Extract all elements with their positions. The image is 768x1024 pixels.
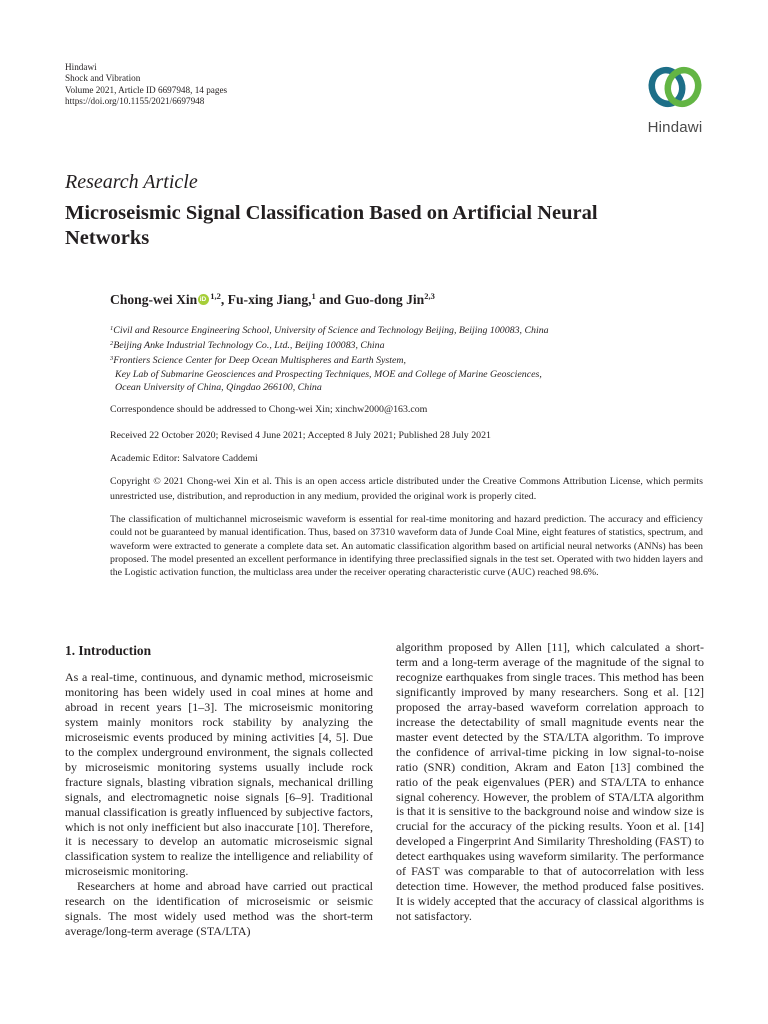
affil-sup: 3 (110, 355, 114, 363)
affil-text: Ocean University of China, Qingdao 266100, China (115, 381, 322, 393)
affil-sup: 1 (110, 325, 114, 332)
body-paragraph: algorithm proposed by Allen [11], which calculated a short-term and a long-term average of the magnitude of the signal to recognize earthquakes from single traces. This method has been significantly improved by many researchers. Song et al. [12] proposed the array-based waveform correlation approach to increase the detectability of small magnitude events near the master event detected by the STA/LTA algorithm. To improve the confidence of arrival-time picking in low signal-to-noise ratio (SNR) condition, Akram and Eaton [13] combined the ratio of the peak eigenvalues (PER) and STA/LTA to enhance signal coherency. However, the problem of STA/LTA algorithm is that it is sensitive to the background noise and window size is crucial for the accuracy of the picking results. Yoon et al. [14] developed a Fingerprint And Similarity Thresholding (FAST) to detect earthquakes using waveform similarity. The performance of FAST was comparable to that of autocorrelation with less detection time. However, the method produced false positives. It is widely accepted that the accuracy of classical algorithms is not satisfactory. (396, 640, 704, 924)
hindawi-logo-icon (643, 62, 707, 112)
affil-text: Beijing Anke Industrial Technology Co., Ltd., Beijing 100083, China (113, 340, 385, 352)
author-name[interactable]: Chong-wei Xin (110, 292, 198, 307)
affiliation (110, 352, 549, 367)
affiliation (110, 322, 549, 337)
body-column-left (65, 670, 373, 939)
author-affil-sup: 1 (311, 291, 316, 301)
volume-line: Volume 2021, Article ID 6697948, 14 pages (65, 84, 228, 95)
affil-sup: 2 (110, 340, 114, 348)
affil-text: Civil and Resource Engineering School, University of Science and Technology Beijing, Beijing 100083, China (113, 325, 549, 336)
author-separator: , (220, 292, 228, 307)
publisher-name: Hindawi (65, 62, 97, 72)
hindawi-logo (630, 62, 720, 137)
body-paragraph: Researchers at home and abroad have carried out practical research on the identification of microseismic or seismic signals. The most widely used method was the short-term average/long-term average (STA/LTA) (65, 879, 373, 939)
affiliation (110, 337, 549, 352)
academic-editor: Academic Editor: Salvatore Caddemi (110, 453, 258, 464)
article-type: Research Article (65, 171, 198, 193)
correspondence: Correspondence should be addressed to Chong-wei Xin; xinchw2000@163.com (110, 404, 428, 415)
logo-wordmark: Hindawi (647, 119, 703, 136)
affil-text: Frontiers Science Center for Deep Ocean Multispheres and Earth System, (113, 355, 406, 367)
body-paragraph: As a real-time, continuous, and dynamic method, microseismic monitoring has been widely used in coal mines at home and abroad in recent years [1–3]. The microseismic monitoring system mainly monitors rock stability by analyzing the microseismic events produced by mining activities [4, 5]. Due to the complex underground environment, the signals collected by microseismic monitoring systems usually include rock fracture signals, blasting vibration signals, mechanical drilling signals, and electromagnetic noise signals [6–9]. Traditional manual classification is greatly influenced by subjective factors, which is not only inefficient but also inaccurate [10]. Therefore, it is necessary to develop an automatic microseismic signal classification system to realize the intelligence and reliability of microseismic monitoring. (65, 670, 373, 879)
affil-text: Key Lab of Submarine Geosciences and Prospecting Techniques, MOE and College of Marine Geosciences, (115, 368, 542, 380)
copyright-notice: Copyright © 2021 Chong-wei Xin et al. This is an open access article distributed under the Creative Commons Attribution License, which permits unrestricted use, distribution, and reproduction in any medium, provided the original work is properly cited. (110, 476, 703, 503)
author-name[interactable]: Fu-xing Jiang, (227, 292, 312, 307)
section-heading: 1. Introduction (65, 643, 152, 658)
author-list (110, 291, 435, 308)
author-affil-sup: 1,2 (210, 291, 221, 301)
journal-name: Shock and Vibration (65, 73, 141, 84)
affiliation-continued (110, 368, 549, 381)
affiliations (110, 322, 549, 394)
affiliation-continued (110, 381, 549, 394)
abstract: The classification of multichannel microseismic waveform is essential for real-time monitoring and hazard prediction. The accuracy and efficiency could not be guaranteed by manual identification. Thus, based on 37310 waveform data of Junde Coal Mine, eight features of statistics, spectrum, and waveform were extracted to generate a complete data set. An automatic classification algorithm based on artificial neural networks (ANNs) has been proposed. The model presented an excellent performance in identifying three preclassified signals in the test set. Operated with two hidden layers and the Logistic activation function, the multiclass area under the receiver operating characteristic curve (AUC) reached 98.6%. (110, 514, 703, 579)
journal-meta (65, 62, 227, 108)
doi-link[interactable]: https://doi.org/10.1155/2021/6697948 (65, 96, 205, 107)
author-name[interactable]: Guo-dong Jin (344, 292, 425, 307)
body-column-right (396, 640, 704, 924)
article-title: Microseismic Signal Classification Based on Artificial Neural Networks (65, 202, 598, 249)
publication-dates: Received 22 October 2020; Revised 4 June 2021; Accepted 8 July 2021; Published 28 July 2021 (110, 430, 491, 441)
orcid-icon[interactable] (198, 294, 209, 305)
author-separator: and (315, 292, 345, 307)
author-affil-sup: 2,3 (424, 291, 435, 301)
